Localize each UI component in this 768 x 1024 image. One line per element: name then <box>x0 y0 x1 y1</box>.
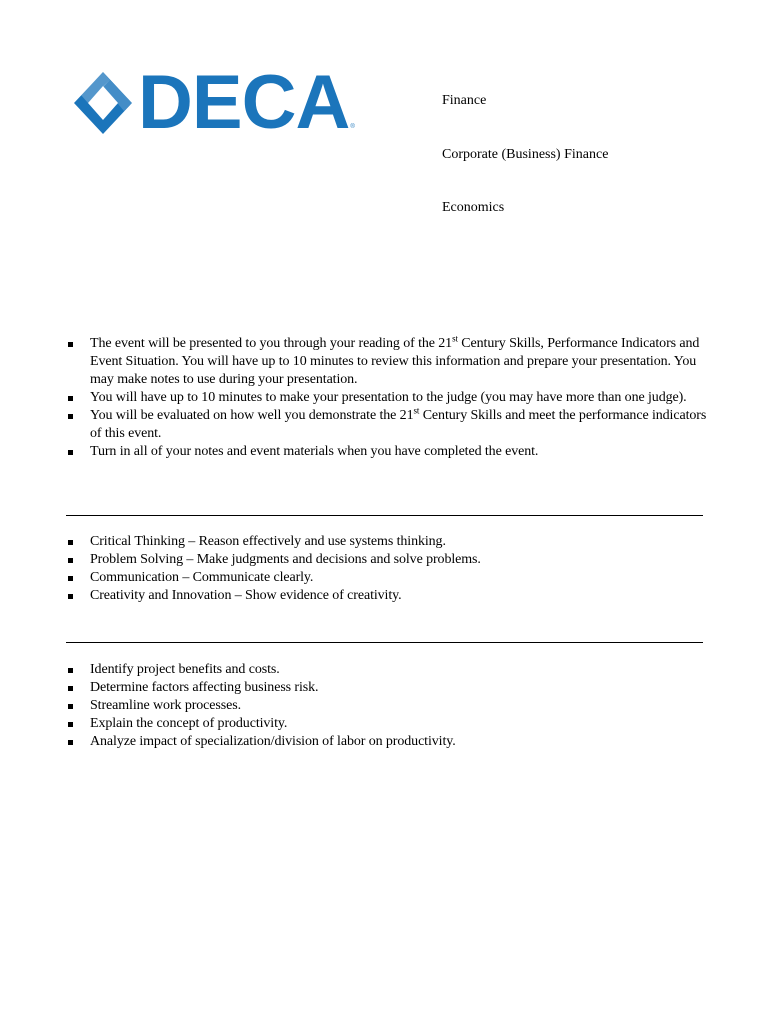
list-item: Critical Thinking – Reason effectively and use systems thinking. <box>66 533 716 551</box>
list-item: Communication – Communicate clearly. <box>66 569 716 587</box>
list-item: Identify project benefits and costs. <box>66 661 716 679</box>
instructions-list <box>66 335 716 461</box>
divider <box>66 515 703 516</box>
list-item: Problem Solving – Make judgments and decisions and solve problems. <box>66 551 716 569</box>
bullet-icon <box>68 558 73 563</box>
bullet-icon <box>68 450 73 455</box>
skills-list <box>66 533 716 605</box>
bullet-icon <box>68 686 73 691</box>
deca-diamond-icon <box>72 70 134 136</box>
bullet-icon <box>68 342 73 347</box>
deca-wordmark: DECA <box>138 60 350 145</box>
list-item: Streamline work processes. <box>66 697 716 715</box>
list-item: Explain the concept of productivity. <box>66 715 716 733</box>
bullet-icon <box>68 414 73 419</box>
bullet-icon <box>68 594 73 599</box>
deca-logo <box>72 60 364 145</box>
bullet-icon <box>68 396 73 401</box>
performance-indicators-list <box>66 661 716 751</box>
list-item: Turn in all of your notes and event materials when you have completed the event. <box>66 443 716 461</box>
list-item: Determine factors affecting business risk. <box>66 679 716 697</box>
bullet-icon <box>68 740 73 745</box>
career-cluster: Finance <box>442 93 487 108</box>
list-item: You will have up to 10 minutes to make your presentation to the judge (you may have more than one judge). <box>66 389 716 407</box>
bullet-icon <box>68 668 73 673</box>
trademark-symbol: ® <box>350 124 355 130</box>
bullet-icon <box>68 704 73 709</box>
divider <box>66 642 703 643</box>
instructional-area: Corporate (Business) Finance <box>442 147 609 162</box>
list-item: Analyze impact of specialization/division of labor on productivity. <box>66 733 716 751</box>
bullet-icon <box>68 576 73 581</box>
list-item: The event will be presented to you through your reading of the 21st Century Skills, Performance Indicators and Event Situation. You will have up to 10 minutes to review this information and prepare your presentation. You may make notes to use during your presentation. <box>66 335 716 389</box>
bullet-icon <box>68 722 73 727</box>
list-item: You will be evaluated on how well you demonstrate the 21st Century Skills and meet the performance indicators of this event. <box>66 407 716 443</box>
list-item: Creativity and Innovation – Show evidence of creativity. <box>66 587 716 605</box>
event-category: Economics <box>442 200 505 215</box>
bullet-icon <box>68 540 73 545</box>
